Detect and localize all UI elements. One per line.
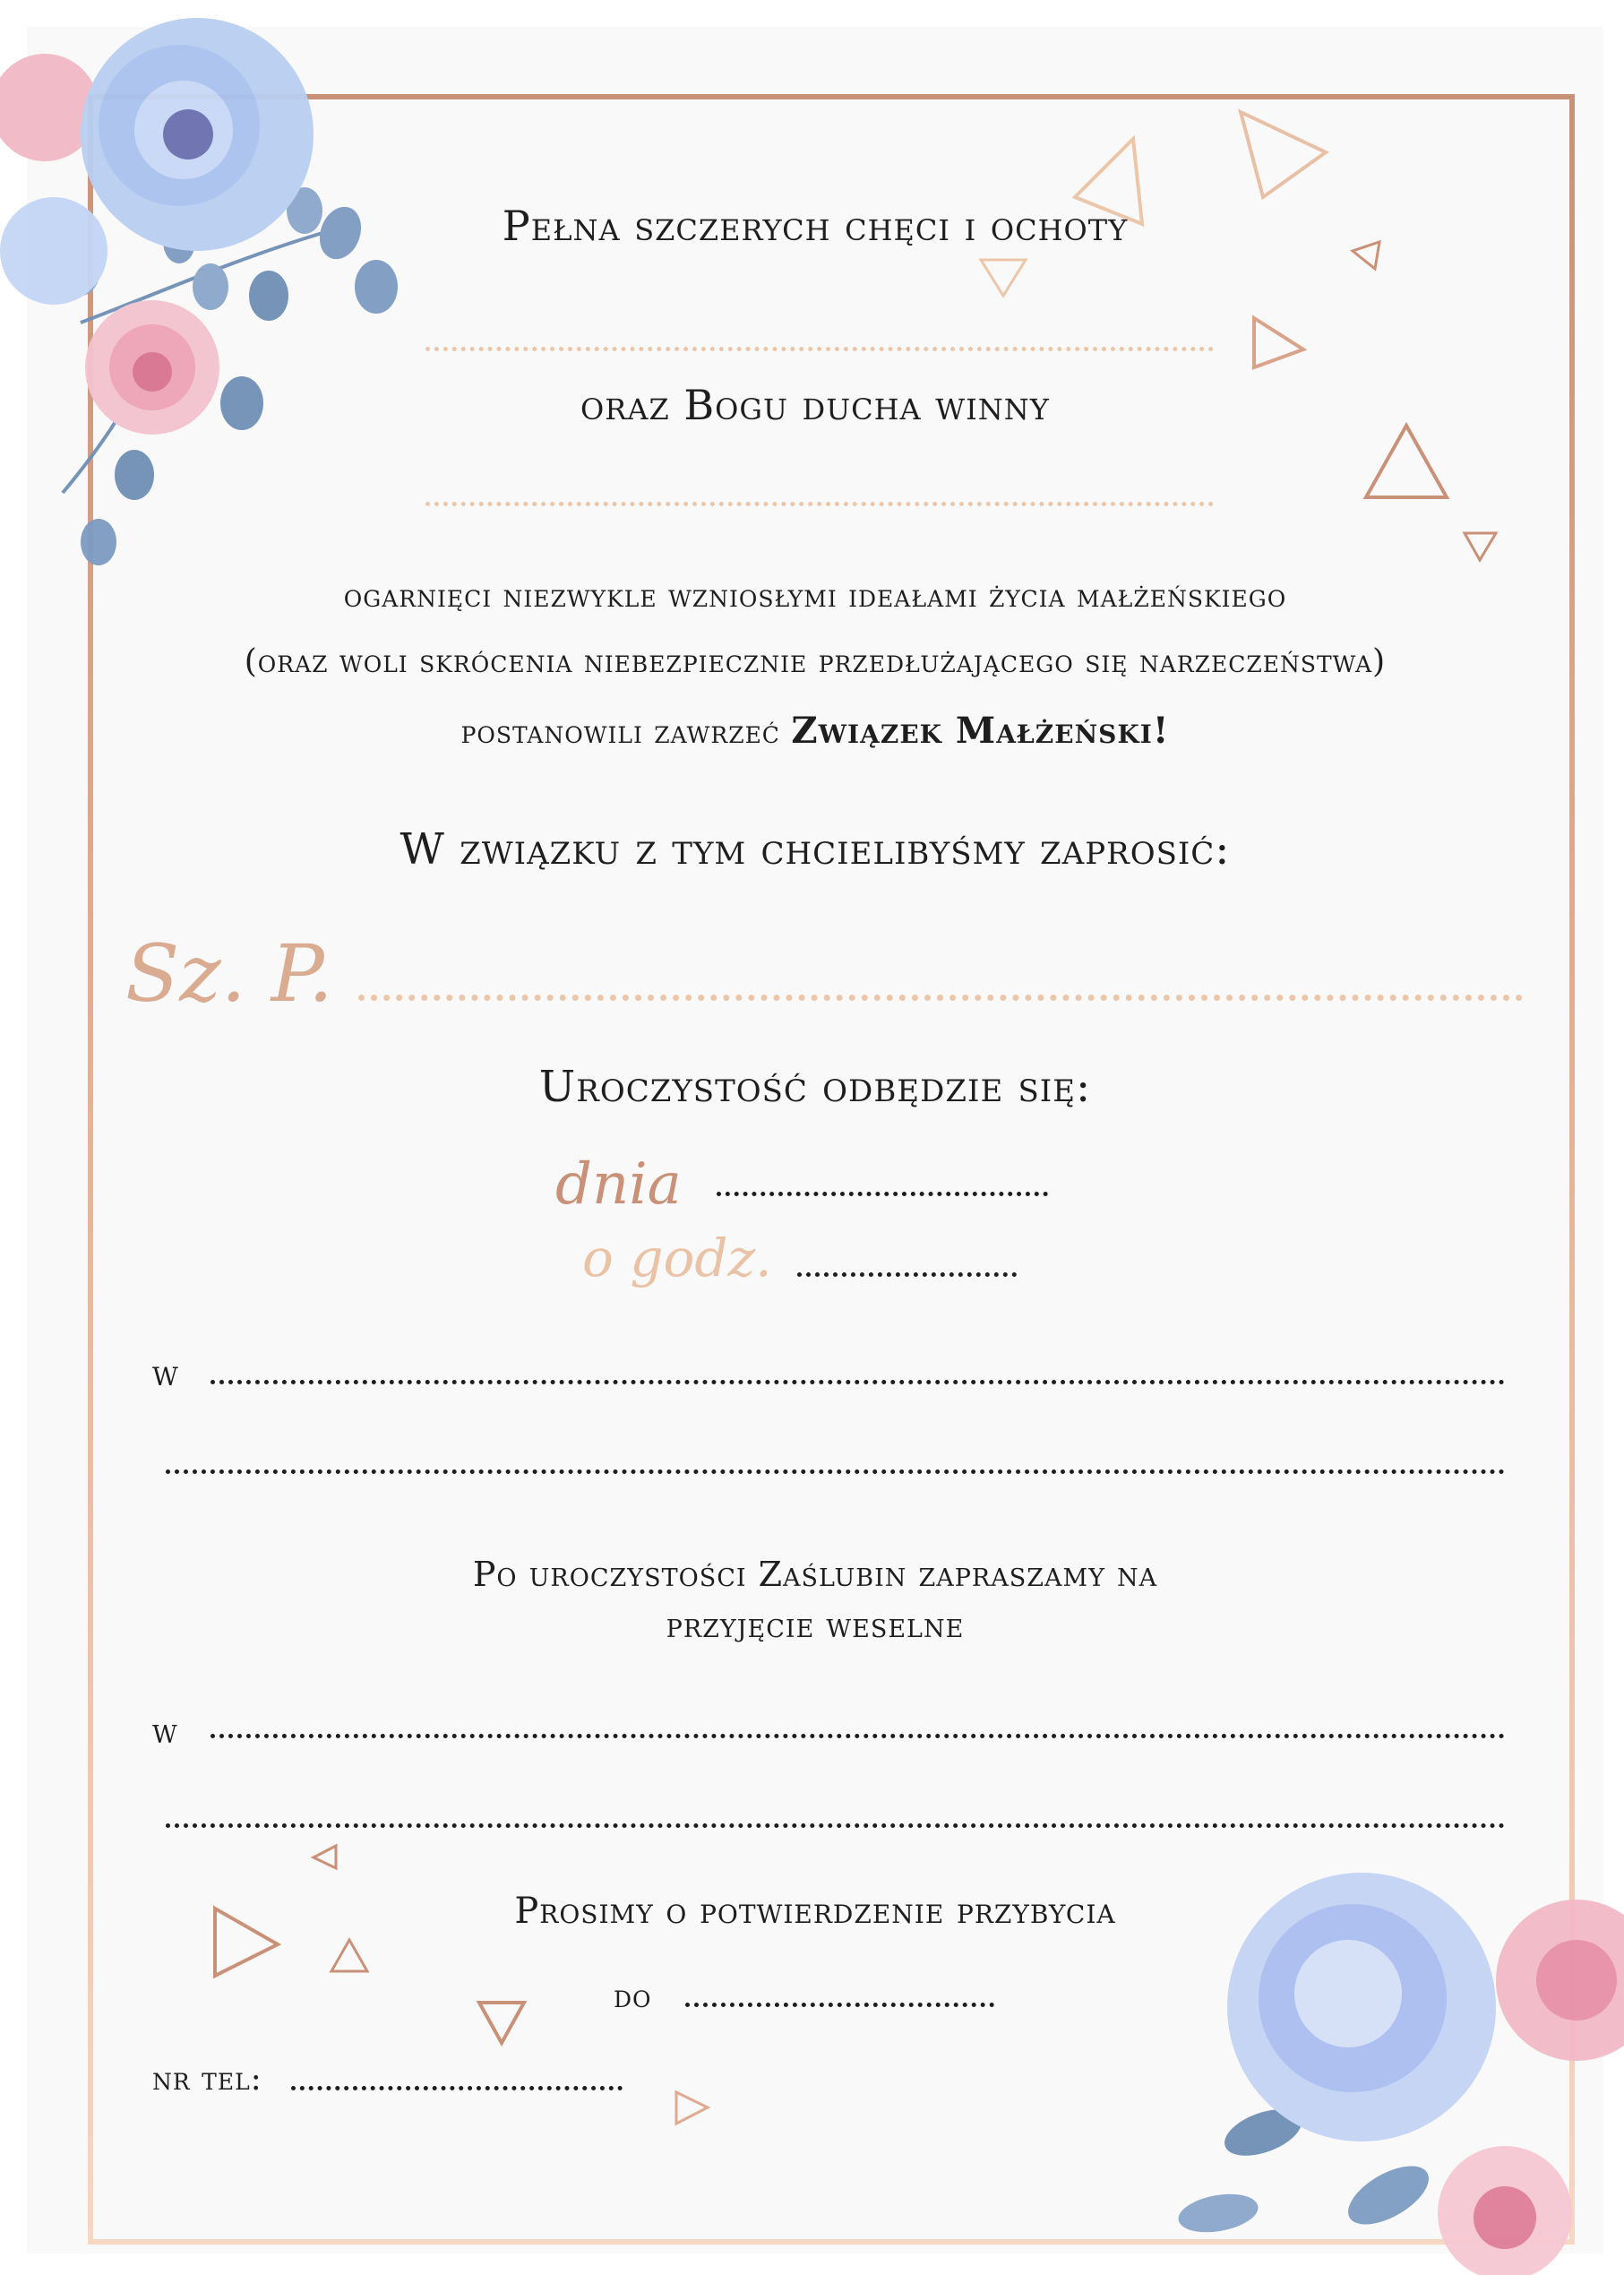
name-blank-1[interactable]: [425, 347, 1214, 351]
rsvp-heading: Prosimy o potwierdzenie przybycia: [514, 1891, 1116, 1932]
reception-place-field-1[interactable]: [211, 1734, 1505, 1738]
guest-prefix: Sz. P.: [125, 927, 333, 1020]
paragraph-line-2: (oraz woli skrócenia niebezpiecznie przedłużającego się narzeczeństwa): [244, 643, 1387, 680]
triangle-icon: [327, 1935, 372, 1976]
guest-name-field[interactable]: [358, 995, 1523, 1001]
reception-place-field-2[interactable]: [166, 1823, 1505, 1828]
flower-bouquet-icon: [27, 27, 448, 564]
invitation-card: [27, 27, 1603, 2253]
triangle-icon: [309, 1841, 340, 1873]
rsvp-by-label: do: [614, 1978, 652, 2015]
paragraph-line-3-prefix: postanowili zawrzeć: [460, 714, 780, 751]
place-field-1[interactable]: [211, 1380, 1505, 1384]
heading-line-1: Pełna szczerych chęci i ochoty: [502, 202, 1129, 250]
date-field[interactable]: [717, 1192, 1048, 1196]
time-field[interactable]: [797, 1272, 1017, 1277]
invite-heading: W związku z tym chcielibyśmy zaprosić:: [400, 824, 1231, 875]
reception-line-2: przyjęcie weselne: [666, 1606, 965, 1645]
paragraph-line-3: [27, 710, 1603, 752]
place-label: w: [152, 1353, 179, 1394]
phone-field[interactable]: [291, 2086, 623, 2090]
triangle-icon: [475, 1998, 528, 2047]
marriage-bold: Związek Małżeński!: [791, 710, 1170, 752]
rsvp-by-field[interactable]: [685, 2003, 994, 2007]
triangle-icon: [672, 2088, 712, 2128]
triangle-icon: [1362, 421, 1451, 502]
triangle-icon: [1250, 314, 1312, 376]
name-blank-2[interactable]: [425, 502, 1214, 506]
paragraph-line-1: ogarnięci niezwykle wzniosłymi ideałami życia małżeńskiego: [343, 578, 1287, 615]
heading-line-2: oraz Bogu ducha winny: [580, 381, 1050, 429]
ceremony-heading: Uroczystość odbędzie się:: [538, 1062, 1092, 1112]
date-label: dnia: [555, 1151, 682, 1218]
triangle-icon: [1236, 108, 1335, 206]
triangle-icon: [976, 255, 1030, 300]
place-field-2[interactable]: [166, 1469, 1505, 1474]
reception-line-1: Po uroczystości Zaślubin zapraszamy na: [472, 1555, 1158, 1594]
phone-label: nr tel:: [152, 2061, 262, 2098]
triangle-icon: [1460, 529, 1500, 564]
reception-place-label: w: [152, 1711, 178, 1751]
time-label: o godz.: [582, 1228, 772, 1288]
